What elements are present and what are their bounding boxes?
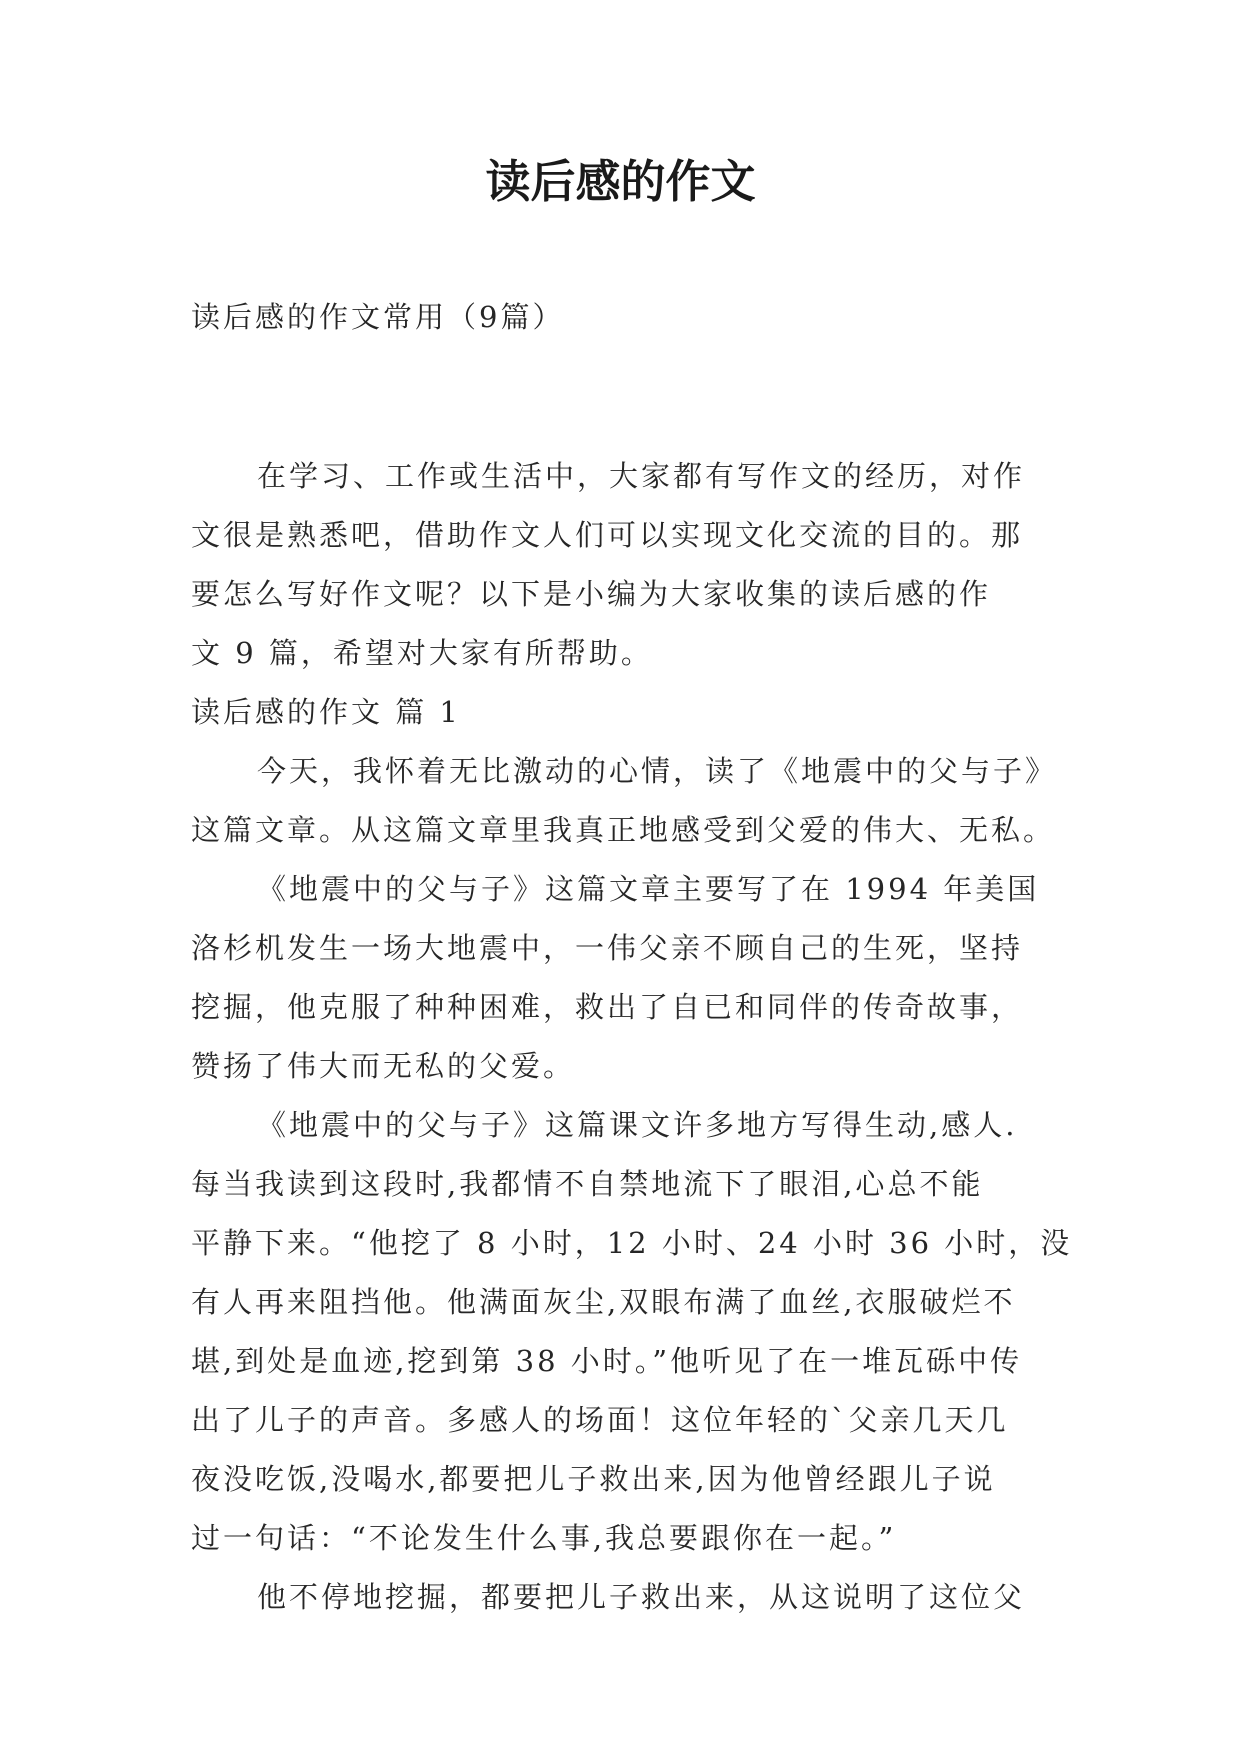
paragraph-2 (191, 860, 1061, 1096)
paragraph-line: 今天，我怀着无比激动的心情，读了《地震中的父与子》 (257, 754, 1058, 788)
section-heading: 读后感的作文 篇 1 (191, 695, 461, 729)
paragraph-line: 这篇文章。从这篇文章里我真正地感受到父爱的伟大、无私。 (191, 813, 1056, 847)
intro-line: 在学习、工作或生活中，大家都有写作文的经历，对作 (257, 459, 1026, 493)
paragraph-line: 他不停地挖掘，都要把儿子救出来，从这说明了这位父 (257, 1580, 1026, 1614)
paragraph-line: 洛杉机发生一场大地震中，一伟父亲不顾自己的生死，坚持 (191, 931, 1024, 965)
paragraph-4 (191, 1568, 1061, 1627)
paragraph-line: 出了儿子的声音。多感人的场面！这位年轻的`父亲几天几 (191, 1403, 1009, 1437)
paragraph-line: 《地震中的父与子》这篇文章主要写了在 1994 年美国 (257, 872, 1040, 906)
document-subtitle: 读后感的作文常用（9篇） (191, 300, 565, 334)
intro-paragraph (191, 447, 1061, 683)
paragraph-line: 堪,到处是血迹,挖到第 38 小时。”他听见了在一堆瓦砾中传 (191, 1344, 1023, 1378)
intro-line: 文很是熟悉吧，借助作文人们可以实现文化交流的目的。那 (191, 518, 1024, 552)
spacer (191, 347, 1061, 447)
paragraph-3 (191, 1096, 1073, 1568)
paragraph-line: 过一句话：“不论发生什么事,我总要跟你在一起。” (191, 1521, 897, 1555)
paragraph-line: 每当我读到这段时,我都情不自禁地流下了眼泪,心总不能 (191, 1167, 984, 1201)
paragraph-line: 有人再来阻挡他。他满面灰尘,双眼布满了血丝,衣服破烂不 (191, 1285, 1016, 1319)
paragraph-line: 平静下来。“他挖了 8 小时，12 小时、24 小时 36 小时，没 (191, 1226, 1073, 1260)
paragraph-line: 挖掘，他克服了种种困难，救出了自已和同伴的传奇故事， (191, 990, 1024, 1024)
paragraph-line: 《地震中的父与子》这篇课文许多地方写得生动,感人. (257, 1108, 1018, 1142)
intro-line: 要怎么写好作文呢？以下是小编为大家收集的读后感的作 (191, 577, 992, 611)
paragraph-1 (191, 742, 1061, 860)
document-title: 读后感的作文 (485, 155, 756, 208)
intro-line: 文 9 篇，希望对大家有所帮助。 (191, 636, 653, 670)
paragraph-line: 夜没吃饭,没喝水,都要把儿子救出来,因为他曾经跟儿子说 (191, 1462, 996, 1496)
document-body (191, 288, 1073, 1627)
paragraph-line: 赞扬了伟大而无私的父爱。 (191, 1049, 576, 1083)
